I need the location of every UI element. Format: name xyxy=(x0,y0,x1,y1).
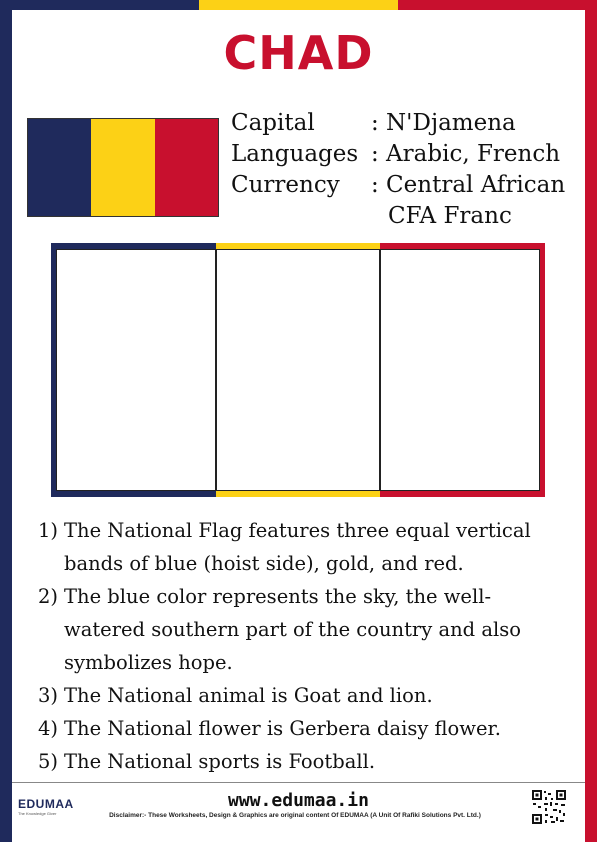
flag-band-red xyxy=(155,119,218,216)
fact-text: The National animal is Goat and lion. xyxy=(64,684,433,707)
info-label: Languages xyxy=(231,141,359,167)
coloring-flag-outline xyxy=(51,243,545,497)
coloring-band-blue xyxy=(51,243,216,497)
logo-text: EDUMAA xyxy=(18,797,74,811)
fact-number: 3) xyxy=(38,684,59,707)
fact-number: 1) xyxy=(38,519,59,542)
list-item xyxy=(38,712,568,745)
border-left-blue xyxy=(0,0,12,842)
country-info xyxy=(231,108,565,232)
disclaimer-text: Disclaimer:- These Worksheets, Design & Graphics are original content Of EDUMAA (A Unit Of Rafiki Solutions Pvt. Ltd.) xyxy=(109,812,481,819)
list-item xyxy=(38,745,568,778)
fact-text: The blue color represents the sky, the well-watered southern part of the country and also symbolizes hope. xyxy=(64,585,521,674)
logo-tagline: The Knowledge Giver xyxy=(18,811,57,816)
info-row-currency xyxy=(231,170,565,201)
info-value: : Arabic, French xyxy=(371,141,561,167)
coloring-band-gold xyxy=(216,243,381,497)
footer-divider xyxy=(12,782,585,783)
info-label: Capital xyxy=(231,110,315,136)
chad-flag xyxy=(27,118,219,217)
info-row-capital xyxy=(231,108,565,139)
list-item xyxy=(38,514,568,580)
fact-number: 5) xyxy=(38,750,59,773)
coloring-band-red xyxy=(380,243,545,497)
list-item xyxy=(38,679,568,712)
fact-text: The National flower is Gerbera daisy flower. xyxy=(64,717,501,740)
facts-list xyxy=(38,514,568,778)
page-title: CHAD xyxy=(223,26,374,80)
info-value: : N'Djamena xyxy=(371,110,516,136)
border-right-red xyxy=(585,0,597,842)
list-item xyxy=(38,580,568,679)
fact-number: 2) xyxy=(38,585,59,608)
info-label: Currency xyxy=(231,172,340,198)
flag-band-blue xyxy=(28,119,91,216)
info-value: : Central African xyxy=(371,172,566,198)
border-top-red xyxy=(398,0,597,10)
fact-number: 4) xyxy=(38,717,59,740)
fact-text: The National sports is Football. xyxy=(64,750,376,773)
info-row-languages xyxy=(231,139,565,170)
info-currency-continuation: CFA Franc xyxy=(388,203,512,229)
fact-text: The National Flag features three equal vertical bands of blue (hoist side), gold, and red. xyxy=(64,519,531,575)
border-top-gold xyxy=(199,0,398,10)
website-link[interactable]: www.edumaa.in xyxy=(228,790,369,811)
qr-code-icon xyxy=(531,789,567,825)
flag-band-gold xyxy=(91,119,154,216)
border-top-blue xyxy=(0,0,199,10)
